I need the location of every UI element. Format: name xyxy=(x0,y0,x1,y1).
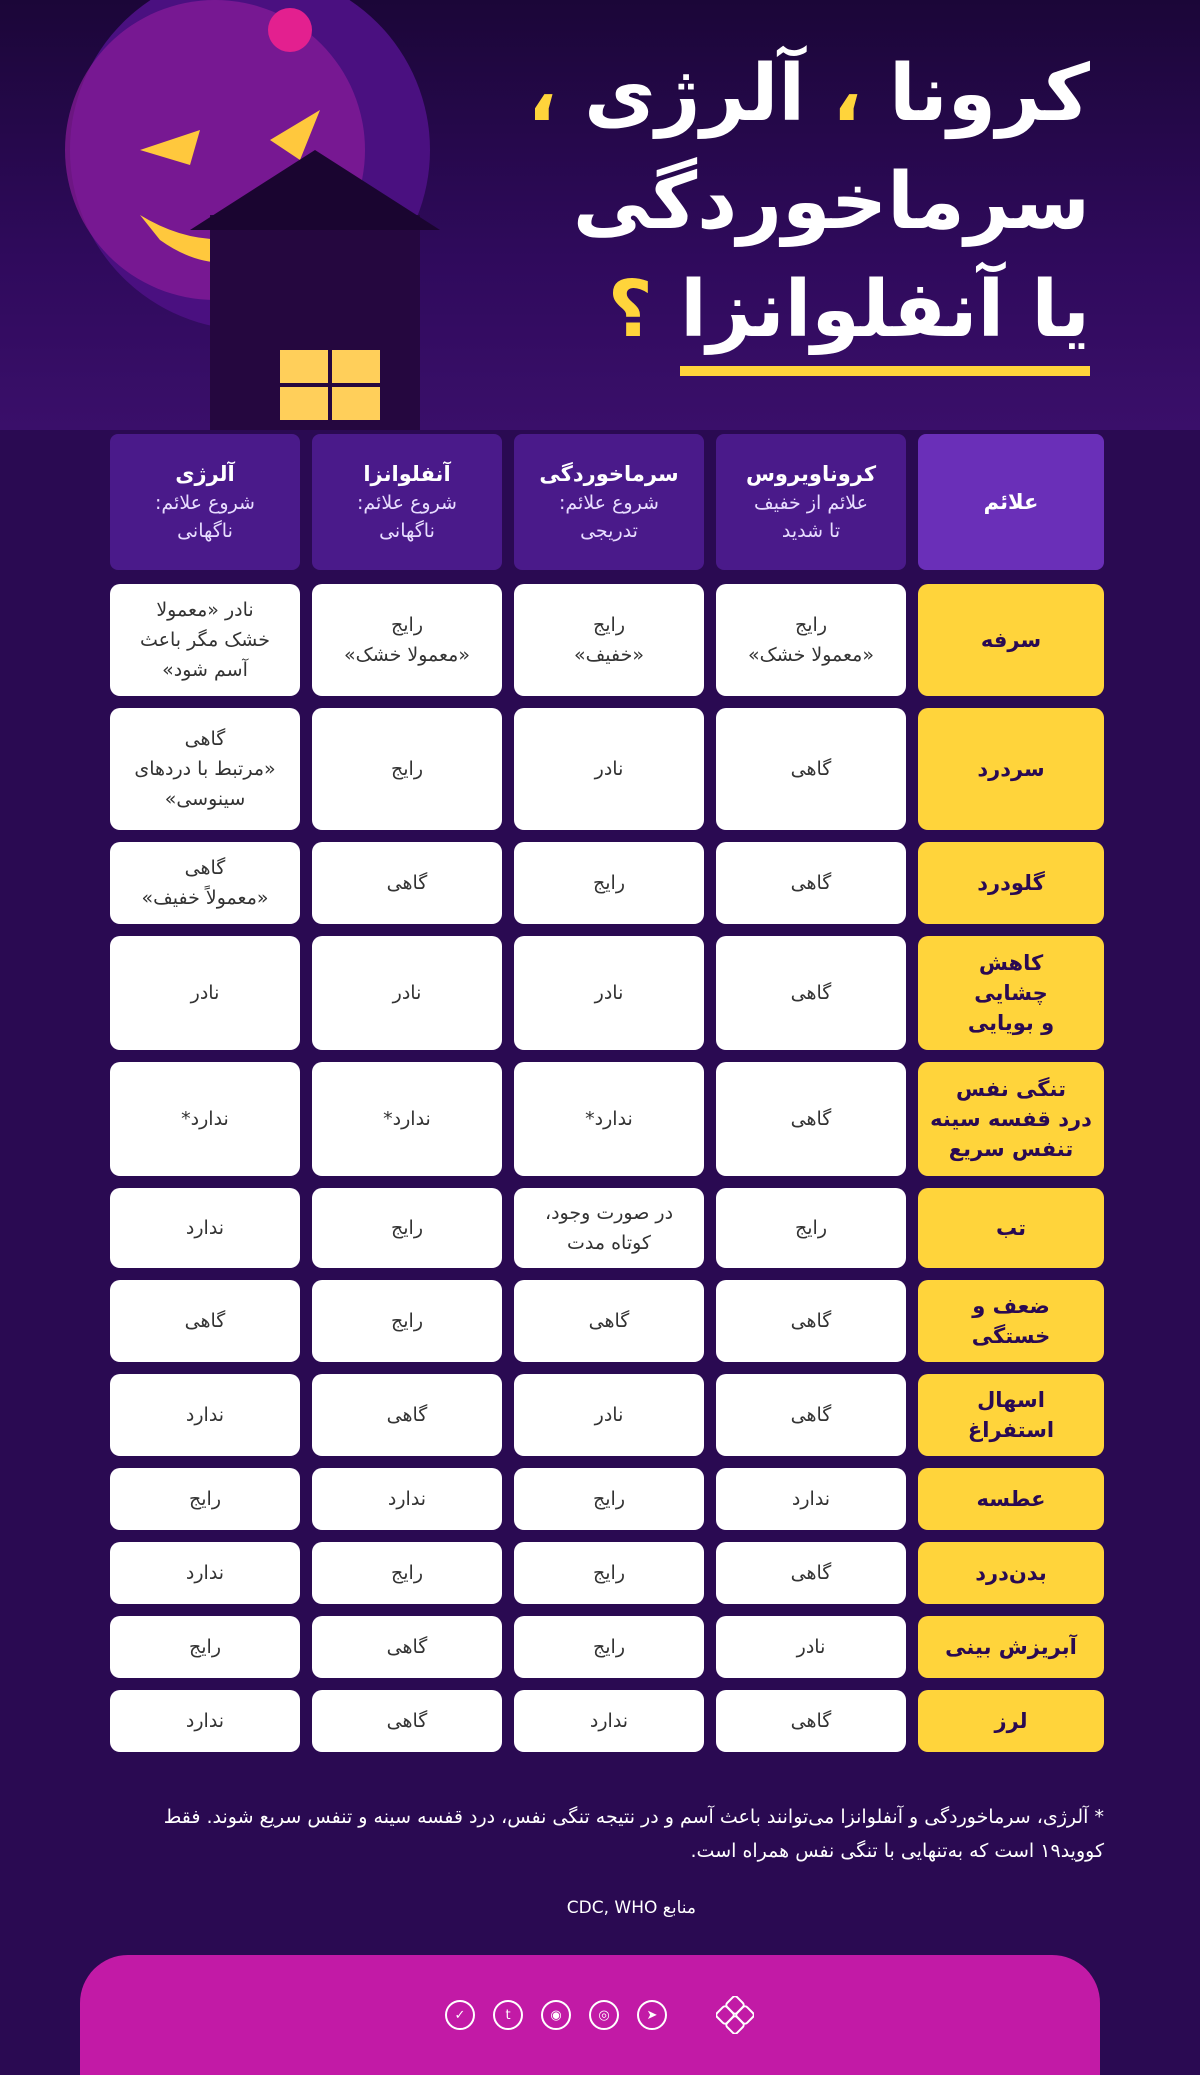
allergy-cell: گاهی «معمولاً خفیف» xyxy=(110,842,300,924)
header-allergy xyxy=(110,434,300,570)
corona-cell: رایج «معمولا خشک» xyxy=(716,584,906,696)
twitter-icon[interactable]: t xyxy=(493,2000,523,2030)
header-name: کروناویروس xyxy=(745,462,877,486)
flu-cell: گاهی xyxy=(312,842,502,924)
corona-cell: ندارد xyxy=(716,1468,906,1530)
table-header xyxy=(96,434,1104,570)
symptom-cell: آبریزش بینی xyxy=(918,1616,1104,1678)
headline-line-1 xyxy=(470,40,1090,148)
table-row xyxy=(96,1616,1104,1678)
cold-cell: ندارد xyxy=(514,1690,704,1752)
header-name: آلرژی xyxy=(175,462,235,486)
table-row xyxy=(96,1542,1104,1604)
cold-cell: رایج «خفیف» xyxy=(514,584,704,696)
headline-corona: کرونا xyxy=(889,49,1090,139)
flu-cell: رایج xyxy=(312,1188,502,1268)
allergy-cell: ندارد* xyxy=(110,1062,300,1176)
symptom-cell: گلودرد xyxy=(918,842,1104,924)
symptom-cell: تنگی نفس درد قفسه سینه تنفس سریع xyxy=(918,1062,1104,1176)
symptom-cell: سردرد xyxy=(918,708,1104,830)
symptom-cell: بدن‌درد xyxy=(918,1542,1104,1604)
flu-cell: گاهی xyxy=(312,1616,502,1678)
flu-cell: گاهی xyxy=(312,1374,502,1456)
header-sub: علائم از خفیف تا شدید xyxy=(754,492,868,542)
header-name: علائم xyxy=(983,490,1039,514)
table-row xyxy=(96,1062,1104,1176)
header-name: آنفلوانزا xyxy=(363,462,451,486)
allergy-cell: گاهی «مرتبط با دردهای سینوسی» xyxy=(110,708,300,830)
telegram-icon[interactable]: ➤ xyxy=(637,2000,667,2030)
instagram-icon[interactable]: ◎ xyxy=(589,2000,619,2030)
cold-cell: رایج xyxy=(514,1468,704,1530)
cold-cell: نادر xyxy=(514,708,704,830)
symptom-cell: لرز xyxy=(918,1690,1104,1752)
corona-cell: گاهی xyxy=(716,1690,906,1752)
table-row xyxy=(96,1188,1104,1268)
table-row xyxy=(96,584,1104,696)
comparison-table xyxy=(96,434,1104,1764)
headline-flu: یا آنفلوانزا xyxy=(680,256,1090,376)
allergy-cell: ندارد xyxy=(110,1188,300,1268)
table-row xyxy=(96,842,1104,924)
flu-cell: نادر xyxy=(312,936,502,1050)
cold-cell: رایج xyxy=(514,842,704,924)
check-circle-icon[interactable]: ✓ xyxy=(445,2000,475,2030)
allergy-cell: نادر «معمولا خشک مگر باعث آسم شود» xyxy=(110,584,300,696)
cold-cell: گاهی xyxy=(514,1280,704,1362)
allergy-cell: گاهی xyxy=(110,1280,300,1362)
brand-logo-icon[interactable] xyxy=(715,1995,755,2035)
allergy-cell: ندارد xyxy=(110,1690,300,1752)
headline xyxy=(470,40,1090,376)
headline-line-3 xyxy=(470,256,1090,376)
sources: منابع CDC, WHO xyxy=(566,1898,696,1918)
flu-cell: رایج xyxy=(312,1280,502,1362)
cold-cell: نادر xyxy=(514,1374,704,1456)
cold-cell: در صورت وجود، کوتاه مدت xyxy=(514,1188,704,1268)
table-row xyxy=(96,1280,1104,1362)
symptom-cell: عطسه xyxy=(918,1468,1104,1530)
header-flu xyxy=(312,434,502,570)
corona-cell: گاهی xyxy=(716,1280,906,1362)
allergy-cell: ندارد xyxy=(110,1542,300,1604)
corona-cell: نادر xyxy=(716,1616,906,1678)
hero-illustration xyxy=(0,0,1200,430)
symptom-cell: اسهال استفراغ xyxy=(918,1374,1104,1456)
symptom-cell: کاهش چشایی و بویایی xyxy=(918,936,1104,1050)
header-sub: شروع علائم: تدریجی xyxy=(559,492,659,542)
cold-cell: نادر xyxy=(514,936,704,1050)
allergy-cell: ندارد xyxy=(110,1374,300,1456)
cold-cell: ندارد* xyxy=(514,1062,704,1176)
headline-sep: ، xyxy=(527,49,557,139)
flu-cell: رایج xyxy=(312,1542,502,1604)
flu-cell: رایج «معمولا خشک» xyxy=(312,584,502,696)
corona-cell: رایج xyxy=(716,1188,906,1268)
headline-allergy: آلرژی xyxy=(584,49,806,139)
corona-cell: گاهی xyxy=(716,1542,906,1604)
cold-cell: رایج xyxy=(514,1616,704,1678)
header-sub: شروع علائم: ناگهانی xyxy=(155,492,255,542)
symptom-cell: سرفه xyxy=(918,584,1104,696)
allergy-cell: رایج xyxy=(110,1468,300,1530)
table-row xyxy=(96,708,1104,830)
social-links xyxy=(445,1995,755,2035)
headline-line-2: سرماخوردگی xyxy=(572,157,1090,247)
header-sub: شروع علائم: ناگهانی xyxy=(357,492,457,542)
allergy-cell: رایج xyxy=(110,1616,300,1678)
header-name: سرماخوردگی xyxy=(539,462,679,486)
flu-cell: گاهی xyxy=(312,1690,502,1752)
header-corona xyxy=(716,434,906,570)
aparat-icon[interactable]: ◉ xyxy=(541,2000,571,2030)
header-cold xyxy=(514,434,704,570)
corona-cell: گاهی xyxy=(716,936,906,1050)
corona-cell: گاهی xyxy=(716,708,906,830)
flu-cell: ندارد xyxy=(312,1468,502,1530)
corona-cell: گاهی xyxy=(716,842,906,924)
header-symptoms xyxy=(918,434,1104,570)
allergy-cell: نادر xyxy=(110,936,300,1050)
corona-cell: گاهی xyxy=(716,1062,906,1176)
table-row xyxy=(96,1468,1104,1530)
table-row xyxy=(96,936,1104,1050)
symptom-cell: ضعف و خستگی xyxy=(918,1280,1104,1362)
table-row xyxy=(96,1690,1104,1752)
footnote: * آلرژی، سرماخوردگی و آنفلوانزا می‌توانند باعث آسم و در نتیجه تنگی نفس، درد قفسه سینه و تنفس سریع شوند. فقط کووید۱۹ است که به‌تنهایی با تنگی نفس همراه است. xyxy=(163,1806,1104,1862)
flu-cell: ندارد* xyxy=(312,1062,502,1176)
cold-cell: رایج xyxy=(514,1542,704,1604)
flu-cell: رایج xyxy=(312,708,502,830)
table-row xyxy=(96,1374,1104,1456)
symptom-cell: تب xyxy=(918,1188,1104,1268)
headline-sep: ، xyxy=(832,49,862,139)
corona-cell: گاهی xyxy=(716,1374,906,1456)
headline-question: ؟ xyxy=(607,265,653,355)
